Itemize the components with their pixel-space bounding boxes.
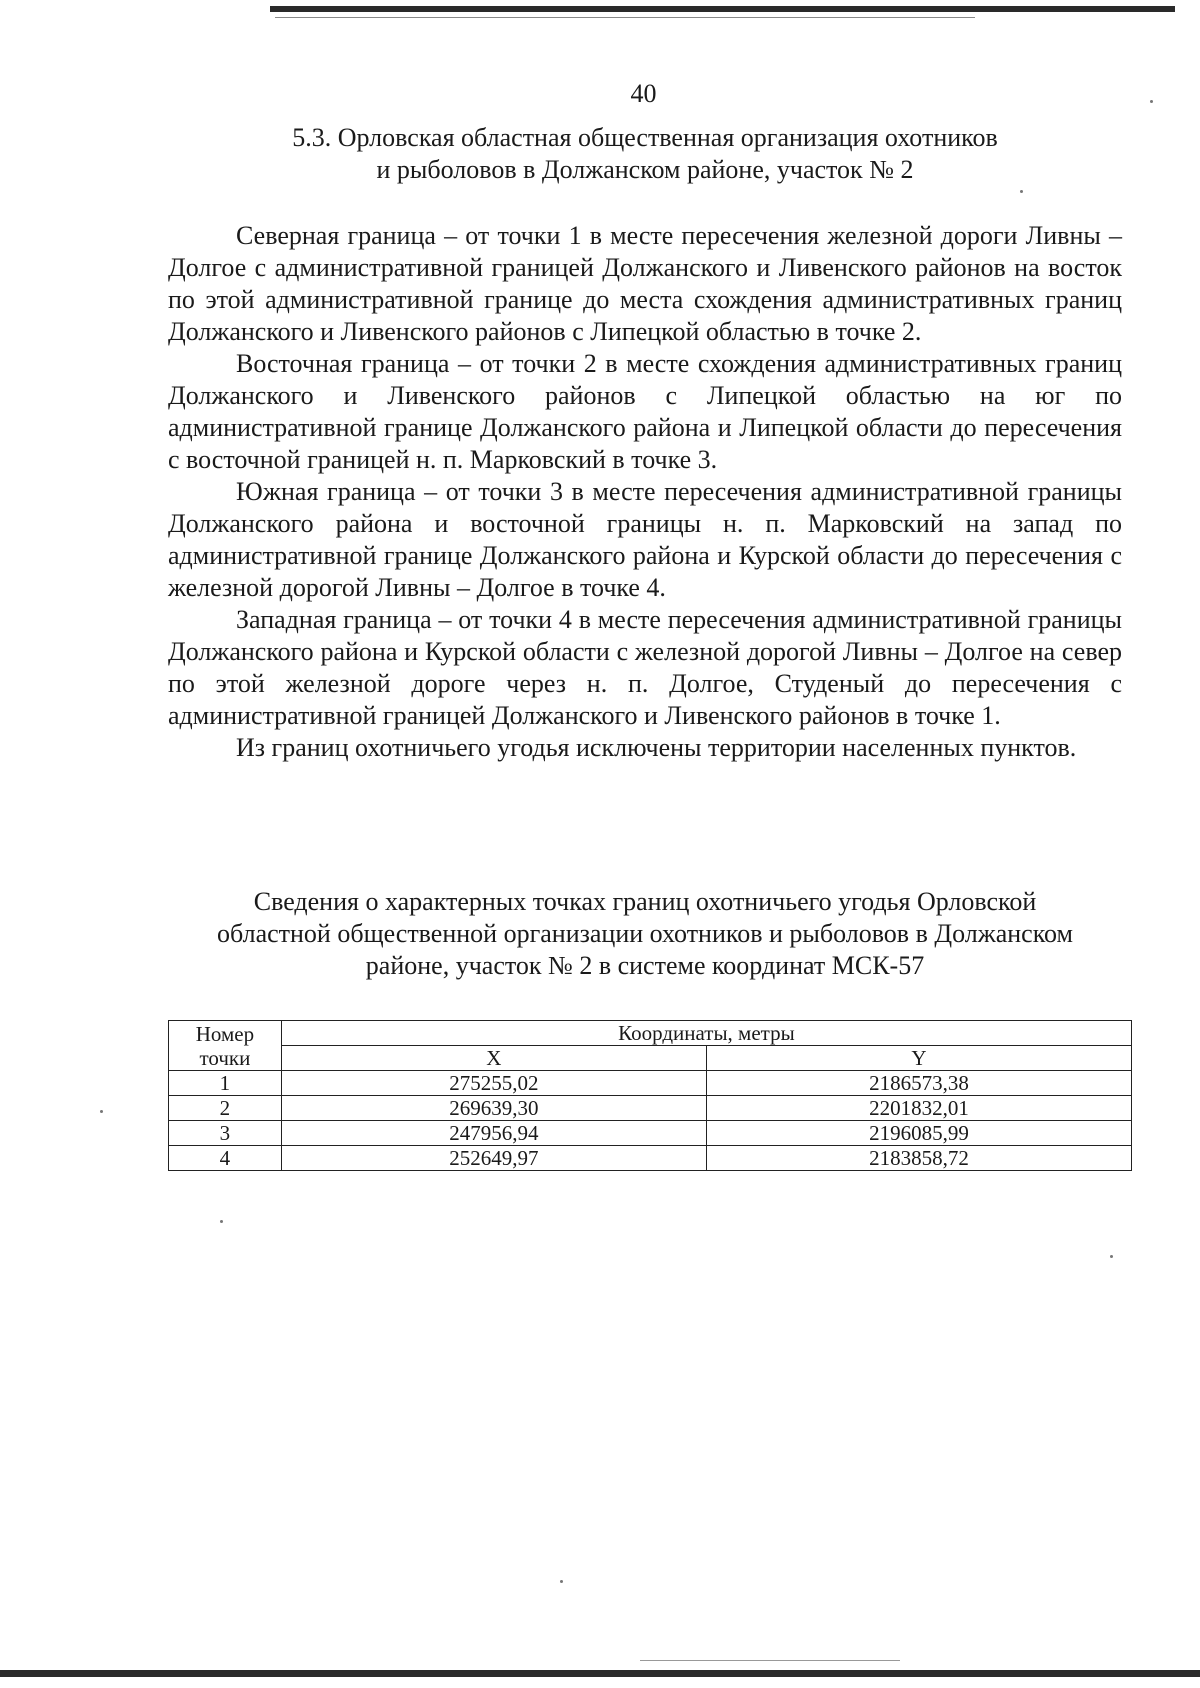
cell-point-number: 4	[169, 1146, 282, 1171]
table-row	[169, 1121, 1132, 1146]
cell-point-number: 2	[169, 1096, 282, 1121]
scan-border-bottom	[0, 1670, 1200, 1677]
header-point-number-line-2: точки	[199, 1045, 251, 1070]
header-point-number	[169, 1021, 282, 1071]
cell-x: 247956,94	[281, 1121, 706, 1146]
scan-speck	[100, 1110, 103, 1113]
scan-border-top	[270, 6, 1175, 12]
scan-speck	[560, 1580, 563, 1583]
cell-x: 275255,02	[281, 1071, 706, 1096]
cell-x: 269639,30	[281, 1096, 706, 1121]
cell-x: 252649,97	[281, 1146, 706, 1171]
table-title-line-2: областной общественной организации охотников и рыболовов в Должанском	[217, 919, 1073, 948]
header-coordinates: Координаты, метры	[281, 1021, 1131, 1046]
paragraph-exclusions: Из границ охотничьего угодья исключены территории населенных пунктов.	[236, 733, 1077, 762]
header-x: X	[281, 1046, 706, 1071]
table-title-line-1: Сведения о характерных точках границ охотничьего угодья Орловской	[253, 887, 1037, 916]
table-title-line-3: районе, участок № 2 в системе координат МСК-57	[365, 951, 925, 980]
scan-border-bottom-thin	[640, 1660, 900, 1661]
table-header-row	[169, 1021, 1132, 1046]
cell-y: 2183858,72	[706, 1146, 1131, 1171]
table-row	[169, 1096, 1132, 1121]
paragraph-east-boundary: Восточная граница – от точки 2 в месте схождения административных границ Должанского и Ливенского районов с Липецкой областью на юг по административной границе Должанского района и Липецкой области до пересечения с восточной границей н. п. Марковский в точке 3.	[168, 349, 1122, 474]
scan-speck	[1150, 100, 1153, 103]
section-heading-line-2: и рыболовов в Должанском районе, участок № 2	[376, 155, 914, 184]
cell-y: 2196085,99	[706, 1121, 1131, 1146]
section-heading-line-1: 5.3. Орловская областная общественная организация охотников	[292, 123, 998, 152]
paragraph-west-boundary: Западная граница – от точки 4 в месте пересечения административной границы Должанского района и Курской области с железной дорогой Ливны – Долгое на север по этой железной дороге через н. п. Долгое, Студеный до пересечения с административной границей Должанского и Ливенского районов в точке 1.	[168, 605, 1122, 730]
cell-y: 2201832,01	[706, 1096, 1131, 1121]
cell-y: 2186573,38	[706, 1071, 1131, 1096]
scan-border-top-thin	[275, 17, 975, 18]
boundary-description	[168, 220, 1122, 764]
scan-speck	[1020, 190, 1023, 193]
table-subheader-row	[169, 1046, 1132, 1071]
coordinates-table	[168, 1020, 1132, 1171]
cell-point-number: 1	[169, 1071, 282, 1096]
paragraph-north-boundary: Северная граница – от точки 1 в месте пересечения железной дороги Ливны – Долгое с административной границей Должанского и Ливенского районов на восток по этой административной границе до места схождения административных границ Должанского и Ливенского районов с Липецкой областью в точке 2.	[168, 221, 1122, 346]
table-title	[168, 886, 1122, 982]
scan-speck	[1110, 1255, 1113, 1258]
header-point-number-line-1: Номер	[195, 1021, 255, 1046]
header-y: Y	[706, 1046, 1131, 1071]
paragraph-south-boundary: Южная граница – от точки 3 в месте пересечения административной границы Должанского района и восточной границы н. п. Марковский на запад по административной границе Должанского района и Курской области до пересечения с железной дорогой Ливны – Долгое в точке 4.	[168, 477, 1122, 602]
cell-point-number: 3	[169, 1121, 282, 1146]
table-row	[169, 1146, 1132, 1171]
scan-speck	[220, 1220, 223, 1223]
section-heading	[168, 122, 1122, 186]
table-row	[169, 1071, 1132, 1096]
page-number: 40	[630, 79, 657, 108]
